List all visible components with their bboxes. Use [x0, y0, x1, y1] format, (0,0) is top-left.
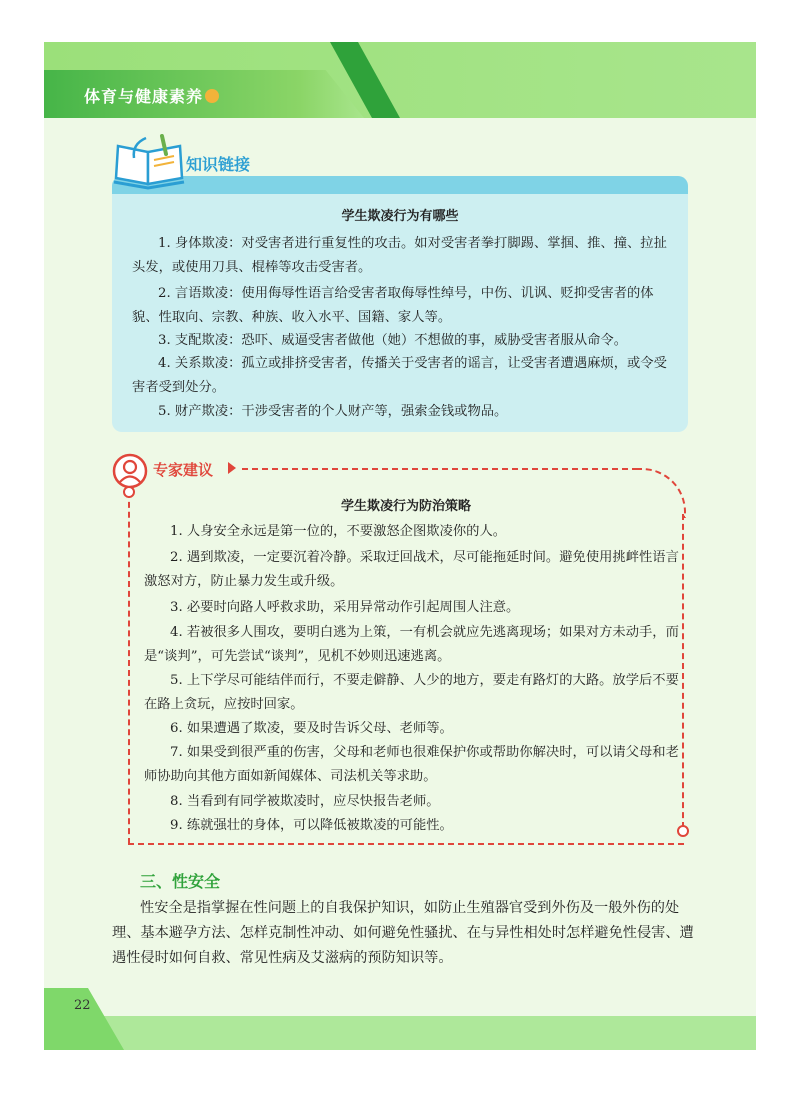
- knowledge-item-1: 1. 身体欺凌：对受害者进行重复性的攻击。如对受害者拳打脚踢、掌掴、推、撞、拉扯头发，或使用刀具、棍棒等攻击受害者。: [132, 236, 667, 275]
- badge-icon: [205, 89, 219, 103]
- expert-border-top: [242, 468, 638, 470]
- expert-arrow-icon: [228, 462, 236, 474]
- footer-bar: [44, 1016, 756, 1050]
- expert-item-3: 3. 必要时向路人呼救求助，采用异常动作引起周围人注意。: [170, 600, 520, 615]
- expert-border-bottom: [128, 843, 684, 845]
- knowledge-item-4: 4. 关系欺凌：孤立或排挤受害者，传播关于受害者的谣言，让受害者遭遇麻烦，或令受害者受到处分。: [132, 356, 667, 395]
- expert-heading: 学生欺凌行为防治策略: [340, 499, 471, 514]
- expert-avatar-icon: [112, 453, 148, 489]
- knowledge-item-2: 2. 言语欺凌：使用侮辱性语言给受害者取侮辱性绰号，中伤、讥讽、贬抑受害者的体貌、性取向、宗教、种族、收入水平、国籍、家人等。: [132, 286, 654, 325]
- expert-item-6: 6. 如果遭遇了欺凌，要及时告诉父母、老师等。: [170, 721, 453, 736]
- section-body: 性安全是指掌握在性问题上的自我保护知识，如防止生殖器官受到外伤及一般外伤的处理、基本避孕方法、怎样克制性冲动、如何避免性骚扰、在与异性相处时怎样避免性侵害、遭遇性侵时如何自救、常见性病及艾滋病的预防知识等。: [112, 900, 694, 966]
- expert-title: 专家建议: [153, 461, 214, 479]
- expert-item-7: 7. 如果受到很严重的伤害，父母和老师也很难保护你或帮助你解决时，可以请父母和老师协助向其他方面如新闻媒体、司法机关等求助。: [144, 745, 679, 784]
- section-title: 三、性安全: [140, 872, 221, 891]
- expert-item-5: 5. 上下学尽可能结伴而行，不要走僻静、人少的地方，要走有路灯的大路。放学后不要在路上贪玩，应按时回家。: [144, 673, 679, 712]
- expert-item-8: 8. 当看到有同学被欺凌时，应尽快报告老师。: [170, 794, 440, 809]
- expert-border-right: [682, 514, 684, 828]
- knowledge-title: 知识链接: [186, 155, 251, 174]
- expert-border-left: [128, 492, 130, 844]
- knowledge-box-header: [112, 176, 688, 194]
- book-title-text: 体育与健康素养: [84, 87, 204, 106]
- expert-item-4: 4. 若被很多人围攻，要明白逃为上策，一有机会就应先逃离现场；如果对方未动手，而是“谈判”，可先尝试“谈判”，见机不妙则迅速逃离。: [144, 625, 679, 664]
- expert-item-9: 9. 练就强壮的身体，可以降低被欺凌的可能性。: [170, 818, 453, 833]
- open-book-icon: [112, 134, 188, 190]
- expert-item-1: 1. 人身安全永远是第一位的，不要激怒企图欺凌你的人。: [170, 524, 507, 539]
- book-title: [84, 84, 219, 107]
- knowledge-heading: 学生欺凌行为有哪些: [341, 209, 459, 224]
- expert-item-2: 2. 遇到欺凌，一定要沉着冷静。采取迂回战术，尽可能拖延时间。避免使用挑衅性语言激怒对方，防止暴力发生或升级。: [144, 550, 679, 589]
- page-number: 22: [74, 998, 91, 1013]
- knowledge-item-3: 3. 支配欺凌：恐吓、威逼受害者做他（她）不想做的事，威胁受害者服从命令。: [158, 333, 628, 348]
- knowledge-item-5: 5. 财产欺凌：干涉受害者的个人财产等，强索金钱或物品。: [158, 404, 508, 419]
